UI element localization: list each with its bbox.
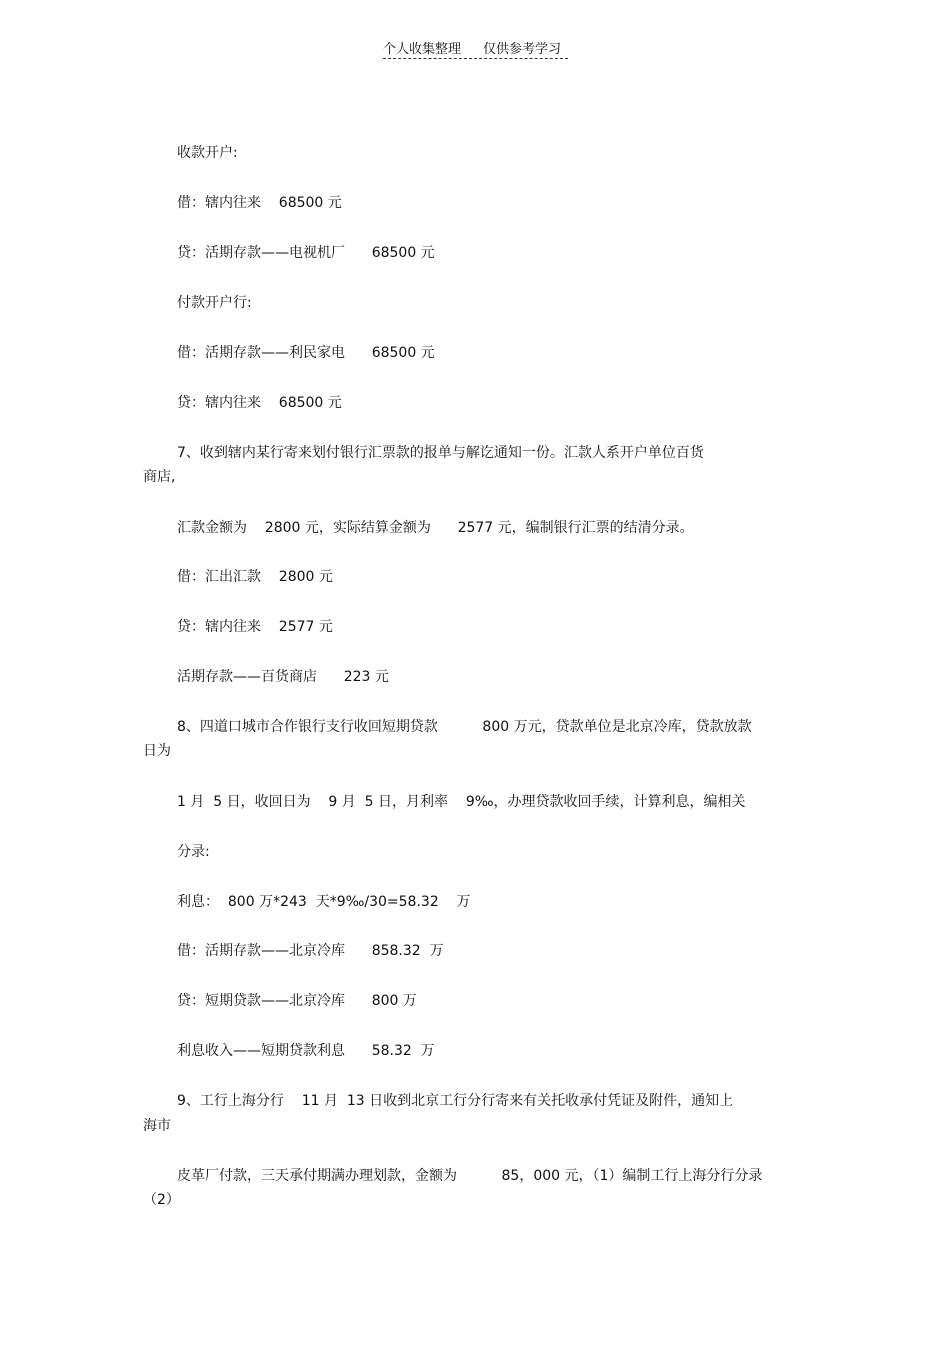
text-line: 8、四道口城市合作银行支行收回短期贷款 800 万元，贷款单位是北京冷库，贷款放款 — [177, 719, 752, 735]
text-line: 贷：辖内往来 68500 元 — [177, 395, 342, 411]
text-line: 付款开户行: — [177, 295, 252, 311]
text-line: 9、工行上海分行 11 月 13 日收到北京工行分行寄来有关托收承付凭证及附件，通知上 — [177, 1093, 734, 1109]
text-line: 借：活期存款——北京冷库 858.32 万 — [177, 943, 444, 959]
text-line: 借：汇出汇款 2800 元 — [177, 569, 333, 585]
text-line: 汇款金额为 2800 元，实际结算金额为 2577 元，编制银行汇票的结清分录。 — [177, 520, 694, 536]
text-line: 7、收到辖内某行寄来划付银行汇票款的报单与解讫通知一份。汇款人系开户单位百货 — [177, 445, 704, 461]
page-header — [383, 38, 568, 59]
header-right-text: 仅供参考学习 — [483, 42, 562, 57]
text-line: 利息： 800 万*243 天*9‰/30=58.32 万 — [177, 894, 471, 910]
text-line: 海市 — [143, 1118, 171, 1134]
text-line: 收款开户: — [177, 145, 238, 161]
text-line: 皮革厂付款，三天承付期满办理划款，金额为 85，000 元，（1）编制工行上海分行分录 — [177, 1168, 763, 1184]
text-line: 贷：短期贷款——北京冷库 800 万 — [177, 993, 417, 1009]
text-line: 借：活期存款——利民家电 68500 元 — [177, 345, 435, 361]
text-line: 利息收入——短期贷款利息 58.32 万 — [177, 1043, 435, 1059]
text-line: 贷：辖内往来 2577 元 — [177, 619, 333, 635]
text-line: 贷：活期存款——电视机厂 68500 元 — [177, 245, 435, 261]
text-line: 借：辖内往来 68500 元 — [177, 195, 342, 211]
text-line: 1 月 5 日，收回日为 9 月 5 日，月利率 9‰，办理贷款收回手续，计算利息，编相关 — [177, 794, 746, 810]
text-line: 分录: — [177, 844, 210, 860]
text-line: 活期存款——百货商店 223 元 — [177, 669, 389, 685]
text-line: （2） — [143, 1192, 180, 1208]
text-line: 商店, — [143, 469, 176, 485]
header-left-text: 个人收集整理 — [383, 42, 462, 57]
text-line: 日为 — [143, 743, 171, 759]
